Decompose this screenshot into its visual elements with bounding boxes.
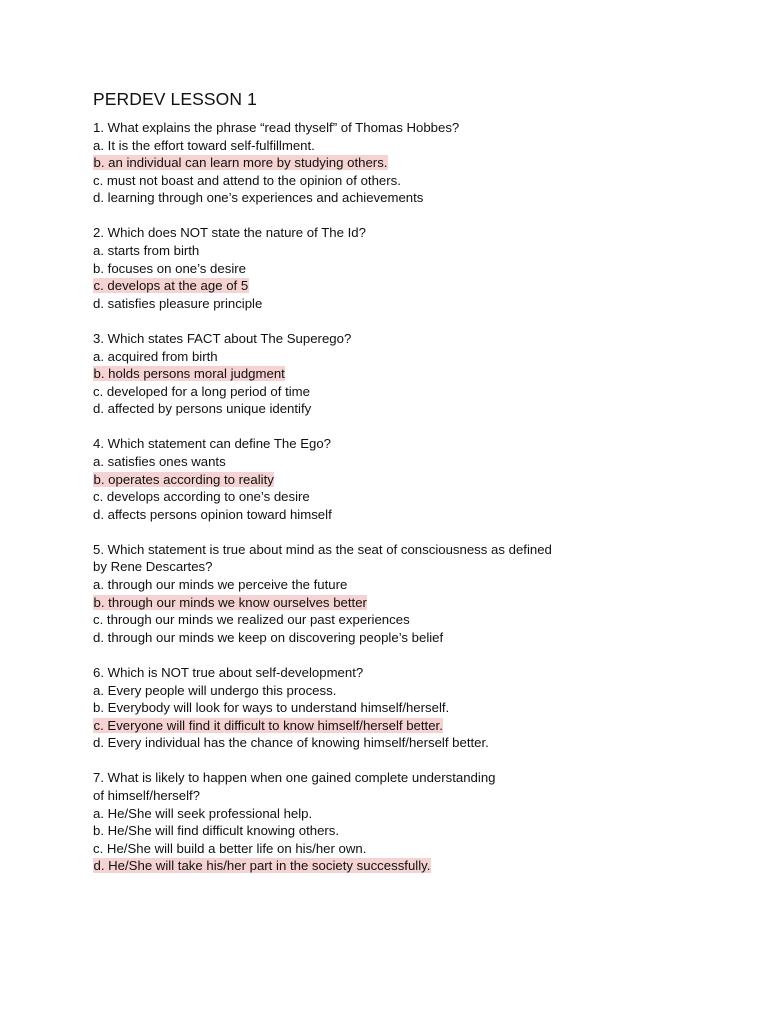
answer-option-text: d. learning through one’s experiences and achievements (93, 190, 424, 206)
answer-option (93, 611, 713, 629)
answer-option-text: b. operates according to reality (93, 471, 274, 487)
answer-option (93, 805, 713, 823)
question-block (93, 769, 713, 875)
question-block (93, 119, 713, 207)
answer-option (93, 242, 713, 260)
answer-option (93, 295, 713, 313)
answer-option-text: d. through our minds we keep on discovering people’s belief (93, 629, 444, 645)
answer-option-text: d. affects persons opinion toward himself (93, 506, 332, 522)
answer-option (93, 137, 713, 155)
question-text: 7. What is likely to happen when one gained complete understanding (93, 770, 496, 786)
question-text: 2. Which does NOT state the nature of The Id? (93, 225, 366, 241)
answer-option-text: d. satisfies pleasure principle (93, 295, 263, 311)
answer-option-highlighted (93, 471, 713, 489)
answer-option-text: b. focuses on one’s desire (93, 260, 246, 276)
answer-option (93, 682, 713, 700)
question-text: 5. Which statement is true about mind as the seat of consciousness as defined (93, 541, 552, 557)
question-block (93, 330, 713, 418)
question-text: 4. Which statement can define The Ego? (93, 436, 332, 452)
answer-option-text: a. Every people will undergo this process. (93, 682, 337, 698)
answer-option-text: c. He/She will build a better life on his/her own. (93, 840, 367, 856)
answer-option-text: d. affected by persons unique identify (93, 401, 312, 417)
question-block (93, 435, 713, 523)
answer-option (93, 840, 713, 858)
answer-option (93, 822, 713, 840)
question-text: 6. Which is NOT true about self-development? (93, 664, 364, 680)
answer-option-text: a. satisfies ones wants (93, 454, 226, 469)
answer-option-text: c. Everyone will find it difficult to know himself/herself better. (93, 717, 443, 733)
answer-option (93, 699, 713, 717)
answer-option-text: a. It is the effort toward self-fulfillment. (93, 137, 315, 153)
answer-option-text: a. He/She will seek professional help. (93, 805, 313, 821)
question-list (93, 119, 713, 875)
question-text: 3. Which states FACT about The Superego? (93, 330, 352, 346)
answer-option-text: c. must not boast and attend to the opinion of others. (93, 172, 401, 188)
answer-option (93, 488, 713, 506)
question-block (93, 541, 713, 647)
answer-option-highlighted (93, 717, 713, 735)
answer-option-text: b. an individual can learn more by studying others. (93, 155, 388, 171)
question-text: 1. What explains the phrase “read thyself” of Thomas Hobbes? (93, 120, 460, 135)
answer-option-text: d. He/She will take his/her part in the society successfully. (93, 858, 431, 874)
question-text: of himself/herself? (93, 788, 201, 803)
answer-option (93, 348, 713, 366)
answer-option-highlighted (93, 154, 713, 172)
answer-option-text: c. through our minds we realized our past experiences (93, 612, 410, 628)
answer-option (93, 172, 713, 190)
answer-option-highlighted (93, 365, 713, 383)
answer-option-text: c. develops according to one’s desire (93, 489, 310, 505)
answer-option (93, 400, 713, 418)
answer-option-text: a. acquired from birth (93, 348, 218, 364)
answer-option (93, 734, 713, 752)
answer-option-text: d. Every individual has the chance of knowing himself/herself better. (93, 735, 489, 751)
answer-option-text: a. through our minds we perceive the future (93, 577, 348, 593)
answer-option (93, 383, 713, 401)
answer-option-text: c. developed for a long period of time (93, 383, 310, 399)
answer-option (93, 189, 713, 207)
answer-option (93, 260, 713, 278)
answer-option-text: b. Everybody will look for ways to understand himself/herself. (93, 700, 450, 716)
question-text: by Rene Descartes? (93, 559, 213, 575)
answer-option-highlighted (93, 857, 713, 875)
answer-option-highlighted (93, 277, 713, 295)
answer-option-text: b. through our minds we know ourselves better (93, 594, 367, 610)
question-block (93, 664, 713, 752)
document-page (93, 88, 713, 892)
answer-option-text: b. He/She will find difficult knowing others. (93, 823, 340, 839)
answer-option-highlighted (93, 594, 713, 612)
page-title: PERDEV LESSON 1 (93, 89, 257, 109)
answer-option (93, 506, 713, 524)
answer-option-text: a. starts from birth (93, 243, 200, 259)
answer-option (93, 576, 713, 594)
answer-option (93, 453, 713, 471)
answer-option-text: c. develops at the age of 5 (93, 278, 249, 294)
question-block (93, 224, 713, 312)
answer-option (93, 629, 713, 647)
answer-option-text: b. holds persons moral judgment (93, 366, 285, 382)
